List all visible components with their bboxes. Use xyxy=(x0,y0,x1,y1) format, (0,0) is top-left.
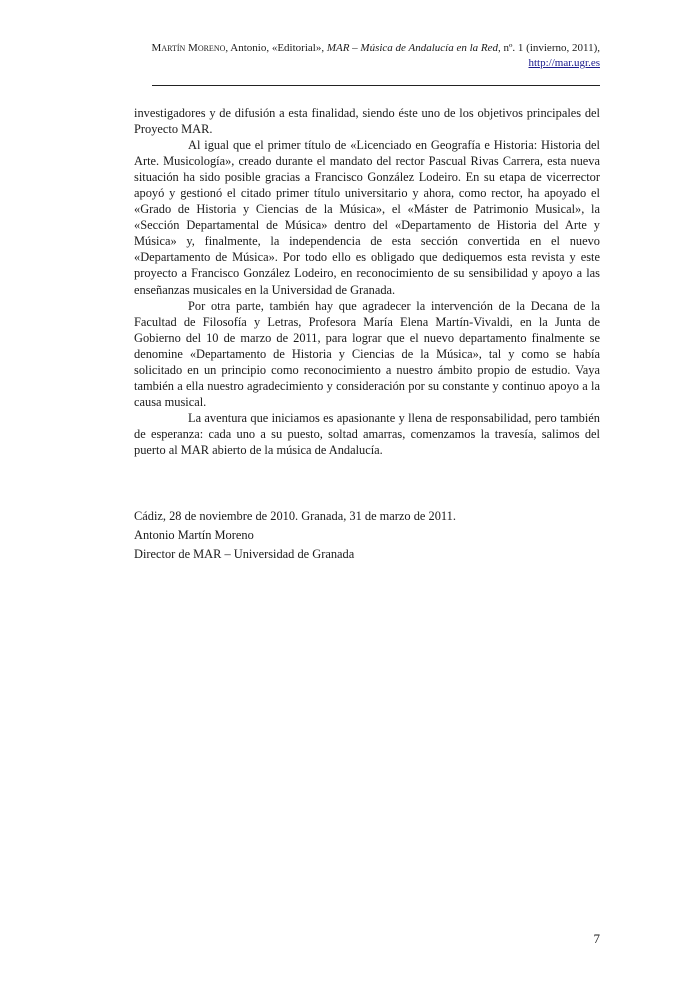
paragraph: Al igual que el primer título de «Licenciado en Geografía e Historia: Historia del Arte. Musicología», creado durante el mandato del rector Pascual Rivas Carrera, esta nueva situación ha sido posible gracias a Francisco González Lodeiro. En su etapa de vicerrector apoyó y gestionó el citado primer título universitario y ahora, como rector, ha apoyado el «Grado de Historia y Ciencias de la Música», el «Máster de Patrimonio Musical», la «Sección Departamental de Música» dentro del «Departamento de Historia del Arte y Música» y, finalmente, la independencia de esta sección convertida en el nuevo «Departamento de Música». Por todo ello es obligado que dediquemos esta revista y este proyecto a Francisco González Lodeiro, en reconocimiento de su sensibilidad y apoyo a las enseñanzas musicales en la Universidad de Granada. xyxy=(134,138,600,297)
signature-name: Antonio Martín Moreno xyxy=(134,528,254,542)
paragraph: Por otra parte, también hay que agradecer la intervención de la Decana de la Facultad de Filosofía y Letras, Profesora María Elena Martín-Vivaldi, en la Junta de Gobierno del 10 de marzo de 2011, para lograr que el nuevo departamento finalmente se denomine «Departamento de Historia y Ciencias de la Música», tal y como se había solicitado en un principio como reconocimiento a nuestro ámbito propio de estudio. Vaya también a ella nuestro agradecimiento y consideración por su constante y continuo apoyo a la causa musical. xyxy=(134,298,600,409)
header-issue: , nº. 1 (invierno, 2011), xyxy=(498,42,600,54)
header-author: Martín Moreno xyxy=(151,42,226,54)
page-number: 7 xyxy=(593,931,600,946)
signature-block xyxy=(134,507,600,564)
signature-date-line: Cádiz, 28 de noviembre de 2010. Granada, 31 de marzo de 2011. xyxy=(134,509,456,523)
header-journal: MAR – Música de Andalucía en la Red xyxy=(326,42,498,54)
paragraph-continuation: investigadores y de difusión a esta finalidad, siendo éste uno de los objetivos principales del Proyecto MAR. xyxy=(134,106,600,137)
header-url-link[interactable]: http://mar.ugr.es xyxy=(528,57,600,69)
running-header xyxy=(134,41,600,71)
header-author-rest: , Antonio, «Editorial», xyxy=(225,42,327,54)
paragraph: La aventura que iniciamos es apasionante y llena de responsabilidad, pero también de esperanza: cada uno a su puesto, soltad amarras, comenzamos la travesía, salimos del puerto al MAR abierto de la música de Andalucía. xyxy=(134,410,600,457)
header-rule xyxy=(152,85,600,86)
signature-role: Director de MAR – Universidad de Granada xyxy=(134,547,355,561)
body-text xyxy=(134,105,600,458)
